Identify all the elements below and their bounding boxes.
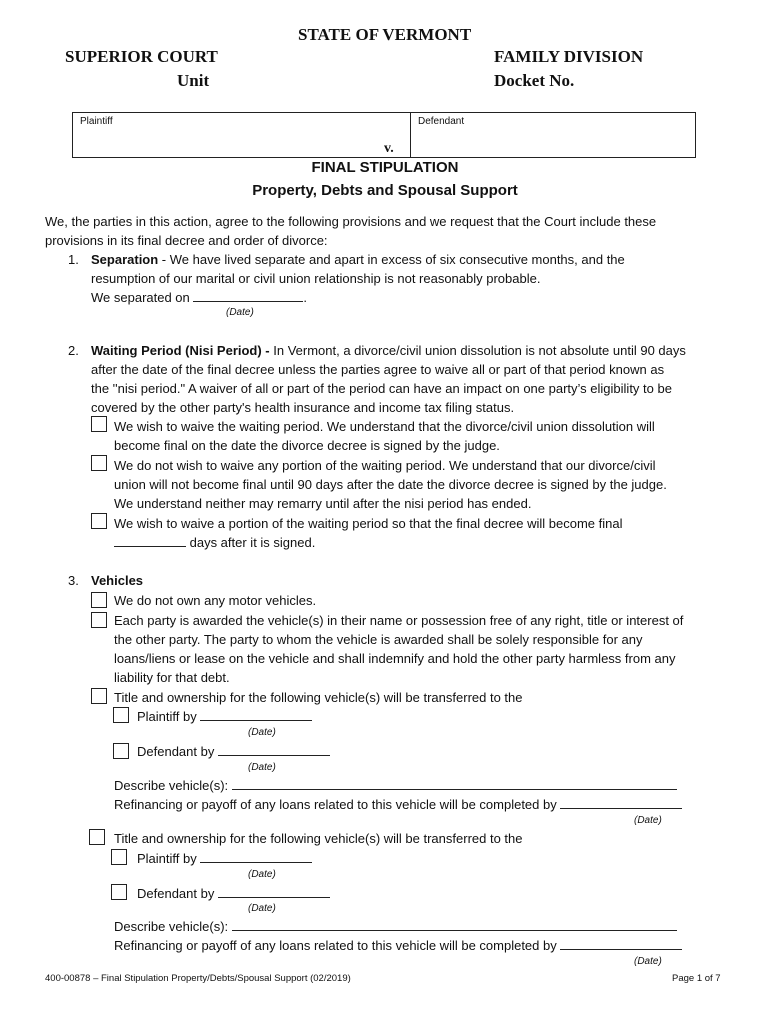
section-1-text: - We have lived separate and apart in excess of six consecutive months, and the [158,252,625,267]
transfer-2-defendant-line [137,884,330,903]
transfer-1-describe-label: Describe vehicle(s): [114,778,229,793]
separation-date-caption: (Date) [226,307,254,318]
transfer-2-defendant-date-field[interactable] [218,885,330,898]
transfer-1-refinance-label: Refinancing or payoff of any loans related to this vehicle will be completed by [114,797,557,812]
transfer-2-describe-field[interactable] [232,918,677,931]
caption-divider [410,112,411,158]
transfer-2-refinance-line [114,936,682,955]
unit-label: Unit [177,71,210,90]
no-vehicles-checkbox[interactable] [91,592,107,608]
section-1-number: 1. [68,252,79,267]
transfer-1-refinance-line [114,795,682,814]
each-party-line-1: Each party is awarded the vehicle(s) in their name or possession free of any right, title or interest of [114,613,684,628]
transfer-1-plaintiff-line [137,707,312,726]
transfer-1-label: Title and ownership for the following vehicle(s) will be transferred to the [114,690,523,705]
waive-period-checkbox[interactable] [91,416,107,432]
each-party-line-3: loans/liens or lease on the vehicle and shall indemnify and hold the other party harmless from any [114,651,676,666]
transfer-1-defendant-line [137,742,330,761]
waive-option-line-1: We wish to waive the waiting period. We understand that the divorce/civil union dissolution will [114,419,655,434]
plaintiff-name-field[interactable] [80,128,405,154]
separated-period: . [303,290,308,305]
transfer-2-defendant-label: Defendant by [137,886,215,901]
page-title: FINAL STIPULATION [311,159,459,176]
versus-label: v. [384,141,394,156]
transfer-1-checkbox[interactable] [91,688,107,704]
partial-waive-checkbox[interactable] [91,513,107,529]
form-number: 400-00878 – Final Stipulation Property/Debts/Spousal Support (02/2019) [45,973,351,984]
transfer-1-defendant-date-field[interactable] [218,743,330,756]
no-waive-line-1: We do not wish to waive any portion of the waiting period. We understand that our divorce/civil [114,458,656,473]
section-1-line-1 [91,250,625,269]
no-vehicles-label: We do not own any motor vehicles. [114,593,317,608]
separation-date-field[interactable] [193,289,303,302]
transfer-1-defendant-date-caption: (Date) [248,762,276,773]
section-2-line-2: after the date of the final decree unless the parties agree to waive all or part of that period known as [91,362,665,377]
transfer-2-defendant-date-caption: (Date) [248,903,276,914]
transfer-2-refinance-date-field[interactable] [560,937,682,950]
transfer-1-describe-field[interactable] [232,777,677,790]
days-after-field[interactable] [114,534,186,547]
docket-label: Docket No. [494,71,575,90]
section-2-line-1 [91,341,686,360]
transfer-2-describe-line [114,917,677,936]
transfer-2-plaintiff-date-field[interactable] [200,850,312,863]
transfer-2-plaintiff-label: Plaintiff by [137,851,197,866]
section-3-number: 3. [68,573,79,588]
transfer-1-plaintiff-date-caption: (Date) [248,727,276,738]
transfer-2-refinance-date-caption: (Date) [634,956,662,967]
transfer-2-plaintiff-date-caption: (Date) [248,869,276,880]
transfer-2-label: Title and ownership for the following vehicle(s) will be transferred to the [114,831,523,846]
transfer-2-plaintiff-line [137,849,312,868]
separated-on-label: We separated on [91,290,190,305]
partial-waive-line-1: We wish to waive a portion of the waiting period so that the final decree will become final [114,516,623,531]
each-party-line-2: the other party. The party to whom the vehicle is awarded shall be solely responsible for any [114,632,643,647]
no-waive-checkbox[interactable] [91,455,107,471]
transfer-1-plaintiff-label: Plaintiff by [137,709,197,724]
defendant-label: Defendant [418,116,465,127]
section-3-heading: Vehicles [91,573,144,588]
section-2-number: 2. [68,343,79,358]
division-heading: FAMILY DIVISION [494,47,644,66]
state-heading: STATE OF VERMONT [298,25,472,44]
transfer-1-defendant-checkbox[interactable] [113,743,129,759]
section-2-line-4: covered by the other party's health insurance and income tax filing status. [91,400,515,415]
transfer-1-describe-line [114,776,677,795]
defendant-name-field[interactable] [418,128,690,154]
each-party-vehicle-checkbox[interactable] [91,612,107,628]
each-party-line-4: liability for that debt. [114,670,230,685]
separated-on-line [91,288,307,307]
days-after-text: days after it is signed. [186,535,316,550]
court-heading: SUPERIOR COURT [65,47,218,66]
transfer-2-plaintiff-checkbox[interactable] [111,849,127,865]
transfer-2-describe-label: Describe vehicle(s): [114,919,229,934]
intro-line-2: provisions in its final decree and order of divorce: [45,233,328,248]
plaintiff-label: Plaintiff [80,116,113,127]
page-number: Page 1 of 7 [672,973,721,984]
section-2-text: In Vermont, a divorce/civil union dissolution is not absolute until 90 days [269,343,686,358]
transfer-2-refinance-label: Refinancing or payoff of any loans related to this vehicle will be completed by [114,938,557,953]
transfer-1-plaintiff-checkbox[interactable] [113,707,129,723]
no-waive-line-3: We understand neither may remarry until after the nisi period has ended. [114,496,532,511]
transfer-1-refinance-date-field[interactable] [560,796,682,809]
page-subtitle: Property, Debts and Spousal Support [252,182,518,199]
waive-option-line-2: become final on the date the divorce decree is signed by the judge. [114,438,500,453]
partial-waive-line-2 [114,533,315,552]
transfer-1-defendant-label: Defendant by [137,744,215,759]
no-waive-line-2: union will not become final until 90 days after the date the divorce decree is signed by the judge. [114,477,667,492]
transfer-2-defendant-checkbox[interactable] [111,884,127,900]
section-2-line-3: the ''nisi period." A waiver of all or part of the period can have an impact on one party’s eligibility to be [91,381,672,396]
intro-line-1: We, the parties in this action, agree to the following provisions and we request that the Court include these [45,214,657,229]
section-1-heading: Separation [91,252,159,267]
transfer-1-refinance-date-caption: (Date) [634,815,662,826]
transfer-2-checkbox[interactable] [89,829,105,845]
transfer-1-plaintiff-date-field[interactable] [200,708,312,721]
section-1-line-2: resumption of our marital or civil union relationship is not reasonably probable. [91,271,541,286]
section-2-heading: Waiting Period (Nisi Period) - [91,343,270,358]
